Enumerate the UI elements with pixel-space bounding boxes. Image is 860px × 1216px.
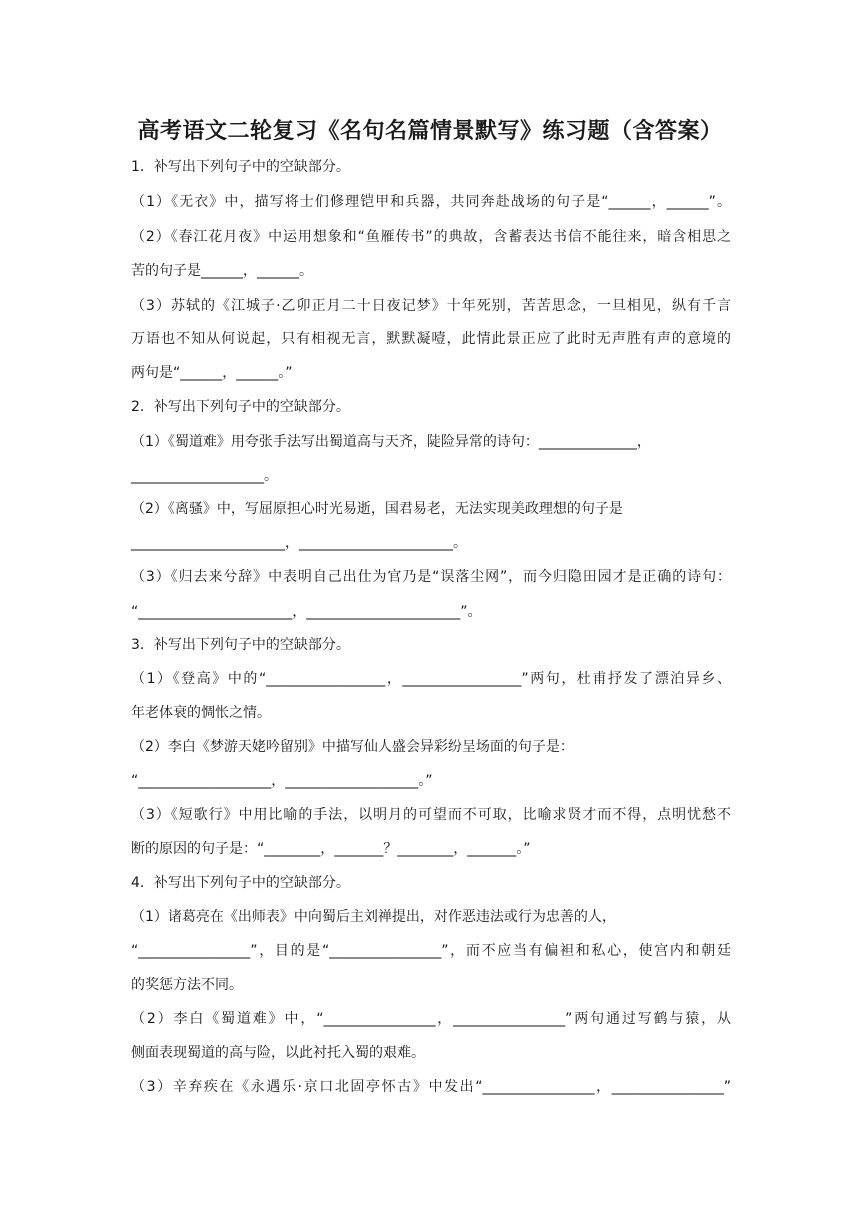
question-4-1-line-3: 的奖惩方法不同。 <box>131 977 243 993</box>
question-1-3-line-1: （3）苏轼的《江城子·乙卯正月二十日夜记梦》十年死别，苦苦思念，一旦相见，纵有千言 <box>131 298 731 314</box>
question-4-1-line-1: （1）诸葛亮在《出师表》中向蜀后主刘禅提出，对作恶违法或行为忠善的人， <box>131 909 616 925</box>
question-1-3-line-2: 万语也不知从何说起，只有相视无言，默默凝噎，此情此景正应了此时无声胜有声的意境的 <box>131 331 731 347</box>
question-1-3-line-3: 两句是“______，______。” <box>131 365 293 381</box>
question-4-3-line-1: （3）辛弃疾在《永遇乐·京口北固亭怀古》中发出“________________，________________” <box>131 1079 731 1095</box>
question-1-2-line-2: 苦的句子是______，______。 <box>131 263 313 279</box>
question-3-1-line-1: （1）《登高》中的“_________________，_________________”两句，杜甫抒发了漂泊异乡、 <box>131 671 731 687</box>
question-4-2-line-1: （2）李白《蜀道难》中，“________________，________________”两句通过写鹤与猿，从 <box>131 1011 731 1027</box>
question-2-1-line-1: （1）《蜀道难》用夸张手法写出蜀道高与天齐，陡险异常的诗句：______________， <box>131 434 651 450</box>
question-2-2-line-1: （2）《离骚》中，写屈原担心时光易逝，国君易老，无法实现美政理想的句子是 <box>131 501 623 517</box>
question-3-2-line-2: “___________________，___________________。” <box>131 773 433 789</box>
question-4-1-line-2: “________________”，目的是“________________”，而不应当有偏袒和私心，使宫内和朝廷 <box>131 943 731 959</box>
question-1-2-line-1: （2）《春江花月夜》中运用想象和“鱼雁传书”的典故，含蓄表达书信不能往来，暗含相思之 <box>131 229 731 245</box>
question-4-heading: 4．补写出下列句子中的空缺部分。 <box>131 875 350 891</box>
question-2-3-line-1: （3）《归去来兮辞》中表明自己出仕为官乃是“误落尘网”，而今归隐田园才是正确的诗句： <box>131 569 731 585</box>
question-4-2-line-2: 侧面表现蜀道的高与险，以此衬托入蜀的艰难。 <box>131 1045 425 1061</box>
question-3-heading: 3．补写出下列句子中的空缺部分。 <box>131 637 350 653</box>
question-1-1: （1）《无衣》中，描写将士们修理铠甲和兵器，共同奔赴战场的句子是“______，______”。 <box>131 194 731 210</box>
page-title: 高考语文二轮复习《名句名篇情景默写》练习题（含答案） <box>137 119 723 144</box>
question-3-3-line-2: 断的原因的句子是：“________，_______？________，_______。” <box>131 841 531 857</box>
question-1-heading: 1．补写出下列句子中的空缺部分。 <box>131 159 350 175</box>
question-3-1-line-2: 年老体衰的惆怅之情。 <box>131 705 271 721</box>
question-2-2-line-2: ______________________，______________________。 <box>131 535 467 551</box>
question-3-3-line-1: （3）《短歌行》中用比喻的手法，以明月的可望而不可取，比喻求贤才而不得，点明忧愁不 <box>131 807 731 823</box>
question-2-1-line-2: ___________________。 <box>131 468 278 484</box>
question-2-heading: 2．补写出下列句子中的空缺部分。 <box>131 399 350 415</box>
question-2-3-line-2: “______________________，______________________”。 <box>131 604 482 620</box>
question-3-2-line-1: （2）李白《梦游天姥吟留别》中描写仙人盛会异彩纷呈场面的句子是： <box>131 739 574 755</box>
